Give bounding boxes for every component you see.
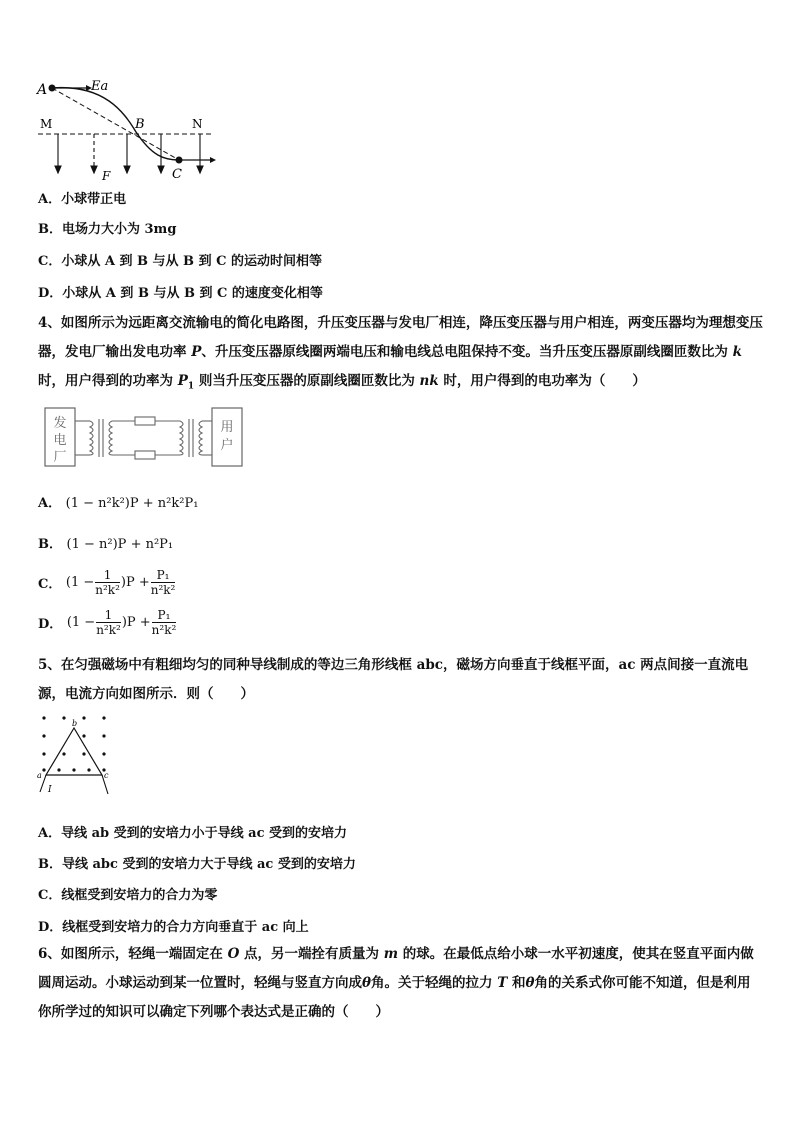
q5-option-A: A．导线 ab 受到的安培力小于导线 ac 受到的安培力 xyxy=(38,826,348,841)
q3-label-M: M xyxy=(40,117,53,131)
q3-label-F: F xyxy=(102,169,111,183)
q4-line-resistor-top xyxy=(135,417,155,425)
q5-label-a: a xyxy=(37,771,42,780)
q3-label-N: N xyxy=(192,117,203,131)
q3-option-C: C．小球从 A 到 B 与从 B 到 C 的运动时间相等 xyxy=(38,254,322,269)
q4-stem: 4、如图所示为远距离交流输电的简化电路图，升压变压器与发电厂相连，降压变压器与用户相连，两变压器均为理想变压器，发电厂输出发电功率 P、升压变压器原线圈两端电压和输电线总电阻保持不变。当升压变压器原副线圈匝数比为 k 时，用户得到的功率为 $P_1$ 则当升压变压器的原副线圈匝数比为 nk 时，用户得到的电功率为（ ） xyxy=(38,315,763,392)
q4-option-B: B． (1 − n²)P + n²P₁ xyxy=(38,537,174,552)
q3-label-A: A xyxy=(37,82,48,98)
q5-option-B: B．导线 abc 受到的安培力大于导线 ac 受到的安培力 xyxy=(38,857,356,872)
q5-triangle-frame xyxy=(46,728,102,775)
q4-circuit-figure xyxy=(40,405,250,471)
q5-stem: 5、在匀强磁场中有粗细均匀的同种导线制成的等边三角形线框 abc，磁场方向垂直于线框平面，ac 两点间接一直流电源，电流方向如图所示．则（ ） xyxy=(38,657,749,702)
q5-option-D: D．线框受到安培力的合力方向垂直于 ac 向上 xyxy=(38,920,309,935)
q3-label-Ea: Ea xyxy=(91,79,109,94)
q4-option-A: A． (1 − n²k²)P + n²k²P₁ xyxy=(38,496,199,511)
q5-label-b: b xyxy=(72,719,78,728)
q3-figure xyxy=(34,72,234,184)
q6-stem: 6、如图所示，轻绳一端固定在 O 点，另一端拴有质量为 m 的球。在最低点给小球一水平初速度，使其在竖直平面内做圆周运动。小球运动到某一位置时，轻绳与竖直方向成θ角。关于轻绳的拉力 T 和θ角的关系式你可能不知道，但是利用你所学过的知识可以确定下列哪个表达式是正确的（ ） xyxy=(38,946,754,1020)
q3-label-C: C xyxy=(172,167,182,182)
q4-option-D: D． (1 − $\frac{1}{\text{n²k²}}$ )P + $\frac{\text{P₁}}{\text{n²k²}}$ xyxy=(38,608,177,637)
q5-option-C: C．线框受到安培力的合力为零 xyxy=(38,888,218,903)
q4-plant-label: 发电厂 xyxy=(53,416,67,465)
q3-option-B: B．电场力大小为 3mg xyxy=(38,222,177,237)
q5-label-c: c xyxy=(104,771,109,780)
q3-label-B: B xyxy=(135,117,145,132)
q3-option-D: D．小球从 A 到 B 与从 B 到 C 的速度变化相等 xyxy=(38,286,323,301)
q4-user-label: 用户 xyxy=(220,420,234,453)
q4-user-box xyxy=(212,408,242,466)
q4-option-C: C． (1 − $\frac{1}{\text{n²k²}}$ )P + $\frac{\text{P₁}}{\text{n²k²}}$ xyxy=(38,568,176,597)
q3-option-A: A．小球带正电 xyxy=(38,192,127,207)
q5-triangle-figure xyxy=(34,712,124,802)
q3-dashed-chord xyxy=(52,88,179,160)
q4-line-resistor-bottom xyxy=(135,451,155,459)
q5-label-I: I xyxy=(48,785,52,795)
